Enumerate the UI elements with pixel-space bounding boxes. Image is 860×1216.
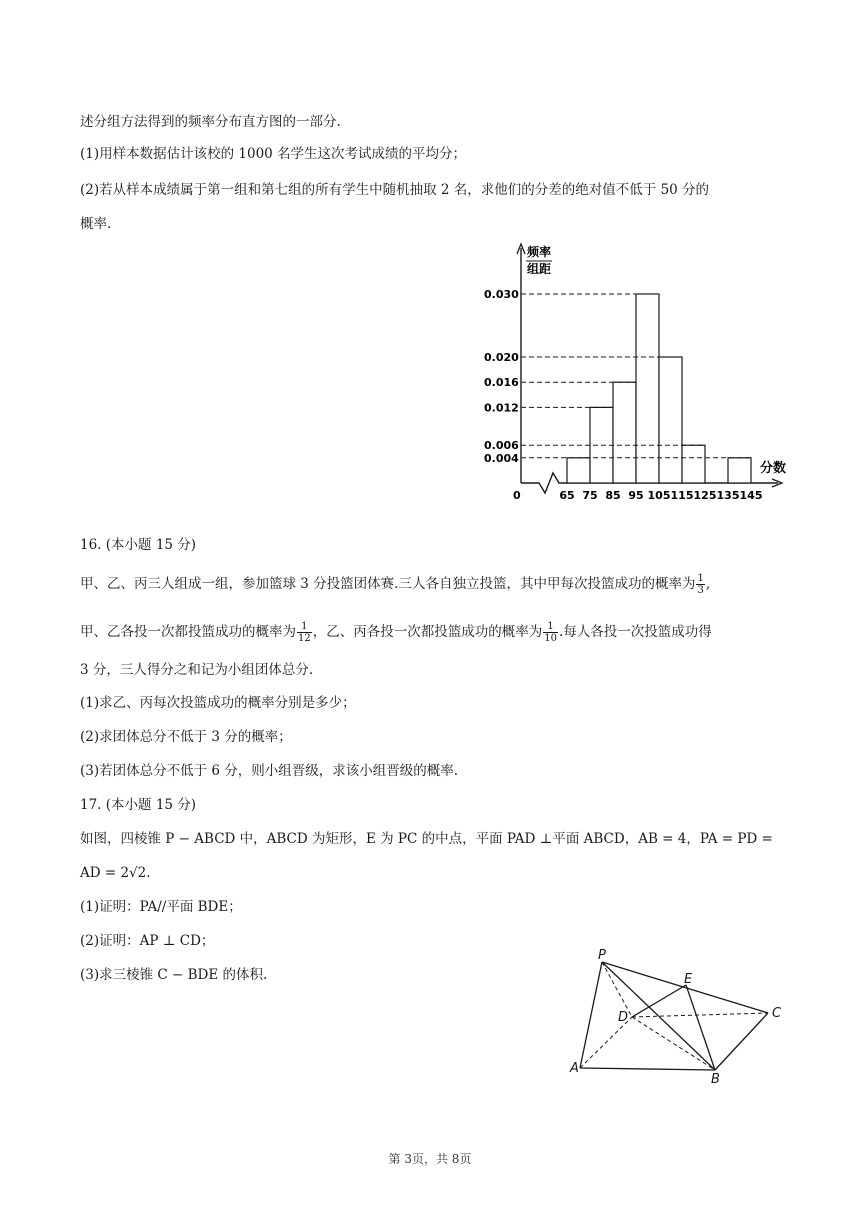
segment-ed (632, 985, 686, 1017)
y-tick-label: 0.006 (484, 439, 519, 453)
x-tick-label: 115 (670, 489, 694, 502)
text-segment: 甲、乙、丙三人组成一组，参加篮球 3 分投篮团体赛.三人各自独立投篮，其中甲每次投篮成功的概率为 (80, 576, 696, 592)
question-16-part-3: (3)若团体总分不低于 6 分，则小组晋级，求该小组晋级的概率. (80, 763, 459, 779)
text-line: 述分组方法得到的频率分布直方图的一部分. (80, 114, 341, 130)
x-tick-label: 125 (693, 489, 717, 502)
x-tick-label: 105 (647, 489, 671, 502)
edge-ab (580, 1068, 715, 1070)
vertex-label-e: E (684, 972, 693, 987)
histogram-bar (567, 458, 590, 483)
x-tick-label: 75 (582, 489, 598, 502)
text-segment: 甲、乙各投一次都投篮成功的概率为 (80, 624, 296, 640)
vertex-label-c: C (772, 1006, 782, 1021)
x-tick-label: 65 (559, 489, 575, 502)
question-17-part-1: (1)证明：PA//平面 BDE； (80, 899, 242, 915)
question-17-part-2: (2)证明：AP ⊥ CD； (80, 933, 215, 949)
fraction-denominator: 12 (298, 633, 311, 644)
x-tick-label: 85 (605, 489, 621, 502)
text-line: 概率. (80, 216, 112, 232)
histogram-bar (682, 445, 705, 483)
question-15-part-1: (1)用样本数据估计该校的 1000 名学生这次考试成绩的平均分； (80, 146, 467, 162)
question-16-title: 16. (本小题 15 分) (80, 537, 197, 553)
fraction-denominator: 3 (697, 585, 704, 596)
question-17-title: 17. (本小题 15 分) (80, 797, 197, 813)
y-tick-label: 0.020 (484, 351, 519, 364)
y-axis-label-top: 频率 (527, 245, 552, 259)
question-15-part-2: (2)若从样本成绩属于第一组和第七组的所有学生中随机抽取 2 名，求他们的分差的绝对值不低于 50 分的 (80, 182, 710, 198)
histogram-bar (613, 382, 636, 483)
y-axis-label-bottom: 组距 (527, 262, 552, 276)
fraction-numerator: 1 (297, 621, 312, 633)
fraction (297, 621, 312, 644)
segment-eb (686, 985, 715, 1070)
question-17-stem-2: AD = 2√2. (80, 865, 151, 881)
x-tick-label: 145 (739, 489, 763, 502)
question-16-part-1: (1)求乙、丙每次投篮成功的概率分别是多少； (80, 695, 356, 711)
text-segment: .每人各投一次投篮成功得 (558, 624, 712, 640)
page-footer: 第 3页，共 8页 (388, 1152, 472, 1166)
fraction (696, 573, 704, 596)
question-16-part-2: (2)求团体总分不低于 3 分的概率； (80, 729, 292, 745)
y-tick-label: 0.016 (484, 376, 519, 390)
vertex-label-p: P (598, 948, 606, 963)
x-tick-label: 95 (628, 489, 644, 502)
vertex-label-d: D (618, 1010, 629, 1025)
edge-dc (632, 1013, 768, 1017)
question-17-stem-1: 如图，四棱锥 P − ABCD 中，ABCD 为矩形，E 为 PC 的中点，平面 PAD ⊥平面 ABCD，AB = 4，PA = PD = (80, 831, 773, 847)
pyramid-figure (562, 945, 794, 1085)
vertex-label-b: B (711, 1072, 720, 1085)
question-16-stem-2 (80, 621, 712, 644)
edge-bc (715, 1013, 768, 1070)
fraction-numerator: 1 (543, 621, 558, 633)
y-tick-label: 0.004 (484, 451, 519, 465)
histogram-bar (728, 458, 751, 483)
edge-pc (602, 962, 768, 1013)
frequency-histogram (478, 238, 808, 508)
fraction-denominator: 10 (544, 633, 557, 644)
question-17-part-3: (3)求三棱锥 C − BDE 的体积. (80, 967, 268, 983)
histogram-bar (659, 357, 682, 483)
question-16-stem-1: 甲、乙、丙三人组成一组，参加篮球 3 分投篮团体赛.三人各自独立投篮，其中甲每次投篮成功的概率为 $\frac{1}{3}$ , (80, 573, 711, 596)
question-16-stem-3: 3 分，三人得分之和记为小组团体总分. (80, 662, 314, 678)
fraction-numerator: 1 (697, 573, 704, 584)
segment-db (632, 1017, 715, 1070)
vertex-label-a: A (570, 1061, 579, 1076)
x-axis-label: 分数 (760, 461, 787, 476)
edge-pa (580, 962, 602, 1068)
y-tick-label: 0.012 (484, 401, 519, 415)
origin-label: 0 (513, 489, 521, 502)
x-tick-label: 135 (716, 489, 740, 502)
histogram-bar (636, 294, 659, 483)
y-tick-label: 0.030 (484, 288, 519, 301)
text-segment: ，乙、丙各投一次都投篮成功的概率为 (312, 624, 543, 640)
fraction (543, 621, 558, 644)
